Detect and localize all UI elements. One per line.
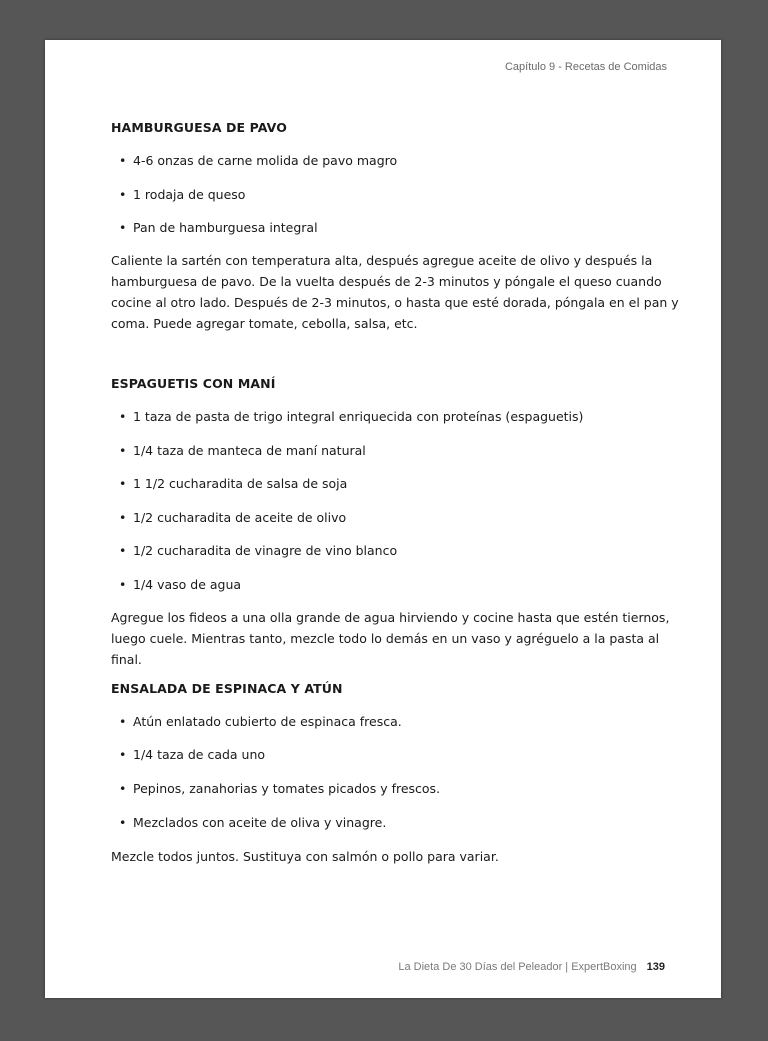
ingredient-item [119,747,265,762]
bullet-icon: • [119,409,127,424]
page-number: 139 [646,961,665,973]
ingredient-item [119,476,347,491]
running-header: Capítulo 9 - Recetas de Comidas [504,61,667,73]
ingredient-item [119,443,366,458]
ingredient-text: 1/2 cucharadita de aceite de olivo [133,510,347,525]
ingredient-item [119,153,397,168]
ingredient-text: 1 rodaja de queso [133,187,246,202]
recipe-instructions: Agregue los fideos a una olla grande de agua hirviendo y cocine hasta que estén tiernos, luego cuele. Mientras tanto, mezcle todo lo demás en un vaso y agréguelo a la pasta al final. [111,610,670,667]
bullet-icon: • [119,443,127,458]
ingredient-item [119,409,583,424]
ingredient-text: Mezclados con aceite de oliva y vinagre. [133,815,387,830]
ingredient-text: 1 1/2 cucharadita de salsa de soja [133,476,348,491]
bullet-icon: • [119,476,127,491]
bullet-icon: • [119,153,127,168]
bullet-icon: • [119,543,127,558]
ingredient-item [119,187,245,202]
ingredient-text: 1/4 taza de manteca de maní natural [133,443,366,458]
bullet-icon: • [119,187,127,202]
ingredient-text: 1 taza de pasta de trigo integral enriquecida con proteínas (espaguetis) [133,409,584,424]
ingredient-text: 1/4 vaso de agua [133,577,242,592]
ingredient-item [119,510,346,525]
ingredient-text: Pan de hamburguesa integral [133,220,318,235]
book-title: La Dieta De 30 Días del Peleador | ExpertBoxing [398,961,637,973]
recipe-title: ESPAGUETIS CON MANÍ [111,376,276,391]
ingredient-item [119,220,318,235]
bullet-icon: • [119,220,127,235]
ingredient-text: 1/2 cucharadita de vinagre de vino blanco [133,543,398,558]
ingredient-item [119,543,397,558]
ingredient-text: 1/4 taza de cada uno [133,747,266,762]
bullet-icon: • [119,815,127,830]
recipe-title: ENSALADA DE ESPINACA Y ATÚN [111,681,343,696]
bullet-icon: • [119,714,127,729]
recipe-instructions: Caliente la sartén con temperatura alta, después agregue aceite de olivo y después la hamburguesa de pavo. De la vuelta después de 2-3 minutos y póngale el queso cuando cocine al otro lado. Después de 2-3 minutos, o hasta que esté dorada, póngala en el pan y coma. Puede agregar tomate, cebolla, salsa, etc. [111,253,679,331]
ingredient-text: Pepinos, zanahorias y tomates picados y frescos. [133,781,441,796]
recipe-instructions: Mezcle todos juntos. Sustituya con salmón o pollo para variar. [111,849,499,864]
running-footer [398,961,665,973]
ingredient-item [119,781,440,796]
ingredient-text: Atún enlatado cubierto de espinaca fresca. [133,714,402,729]
ingredient-item [119,815,386,830]
bullet-icon: • [119,781,127,796]
ingredient-item [119,577,241,592]
document-page [45,40,721,998]
bullet-icon: • [119,510,127,525]
recipe-title: HAMBURGUESA DE PAVO [111,120,287,135]
ingredient-text: 4-6 onzas de carne molida de pavo magro [133,153,398,168]
ingredient-item [119,714,402,729]
bullet-icon: • [119,577,127,592]
bullet-icon: • [119,747,127,762]
